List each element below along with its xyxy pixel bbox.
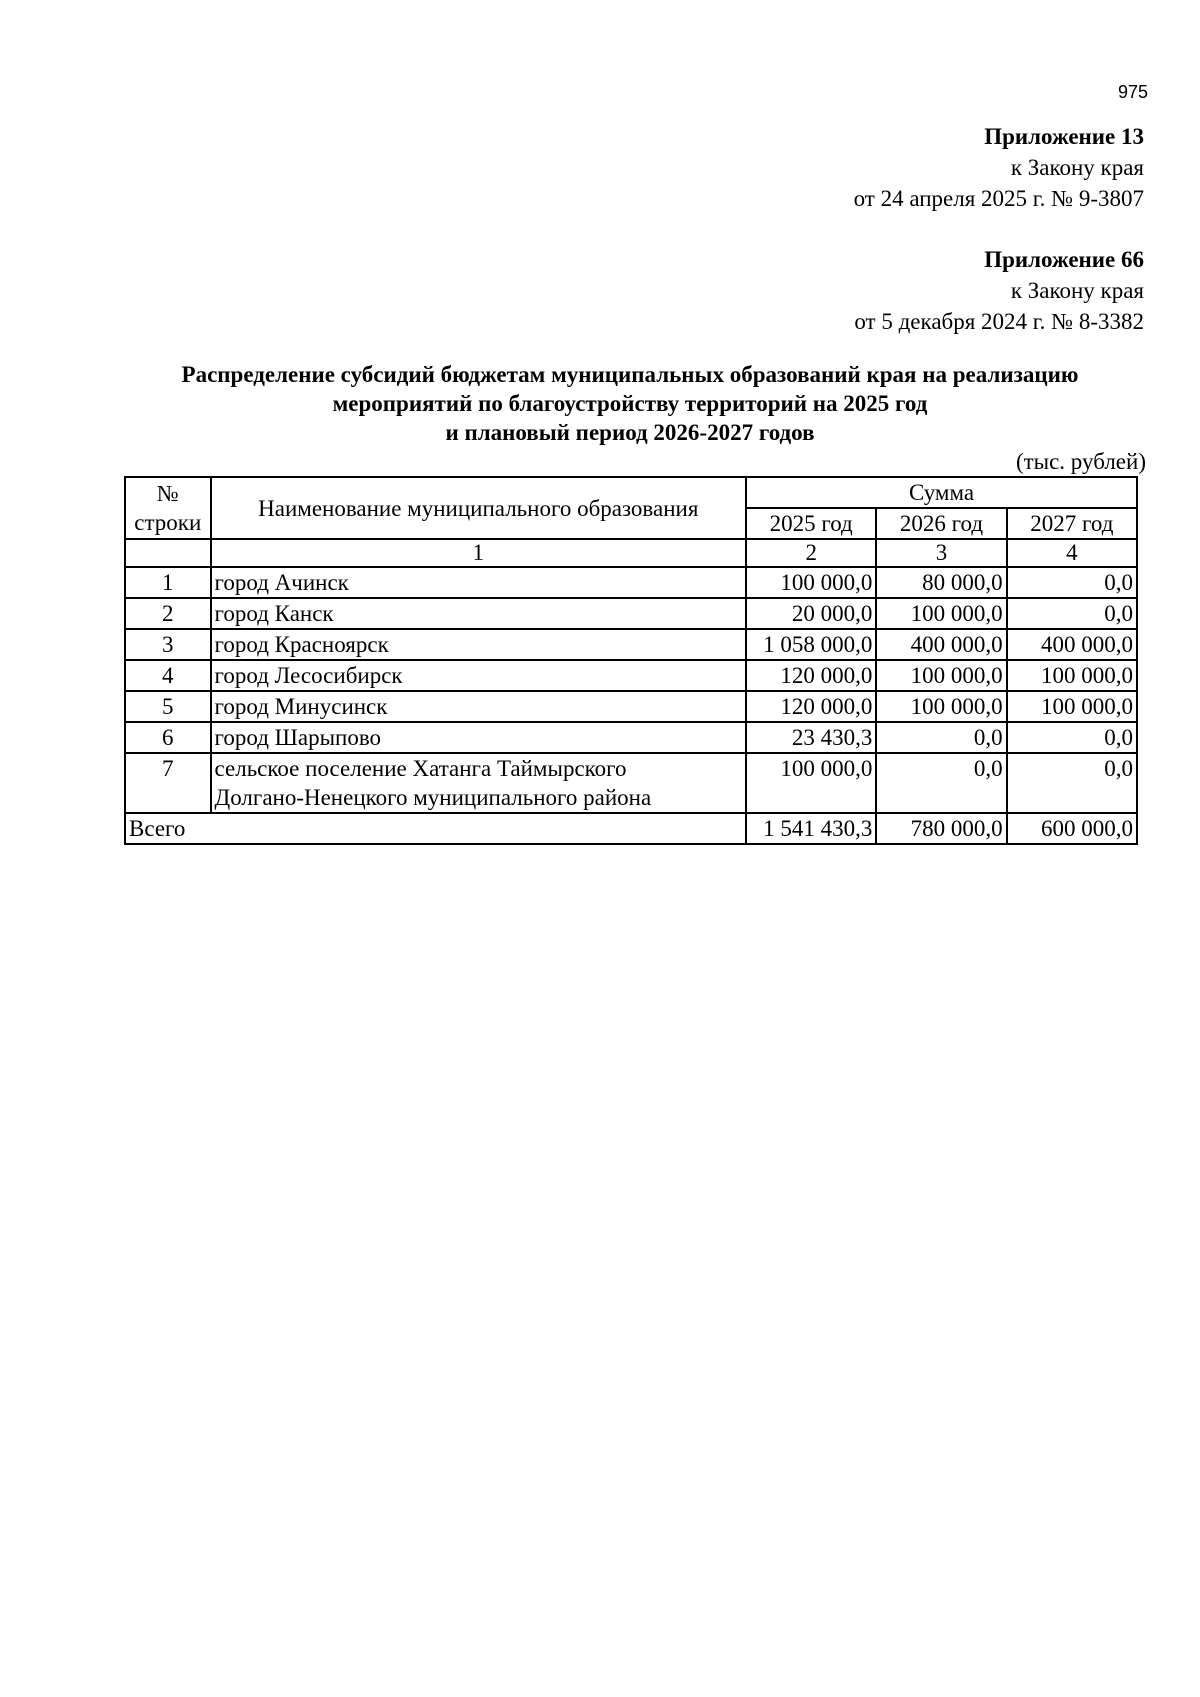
table-row: [125, 598, 1137, 629]
appendix-current-line1: к Закону края: [1010, 155, 1144, 180]
amount-2027: 0,0: [1007, 753, 1137, 813]
appendix-original: [624, 244, 1144, 337]
amount-2027: 0,0: [1007, 567, 1137, 598]
document-title: [124, 360, 1136, 447]
table-row: [125, 722, 1137, 753]
amount-2025: 100 000,0: [746, 567, 876, 598]
header-year-2027: 2027 год: [1007, 508, 1137, 539]
row-number: 2: [125, 598, 211, 629]
header-year-2025: 2025 год: [746, 508, 876, 539]
amount-2026: 80 000,0: [876, 567, 1006, 598]
amount-2025: 1 058 000,0: [746, 629, 876, 660]
row-number: 3: [125, 629, 211, 660]
total-2027: 600 000,0: [1007, 813, 1137, 844]
amount-2027: 400 000,0: [1007, 629, 1137, 660]
total-label: Всего: [125, 813, 746, 844]
column-index-cell: 3: [876, 539, 1006, 567]
page-number: 975: [1117, 82, 1148, 102]
table-row: [125, 629, 1137, 660]
header-row-number-symbol: №: [156, 481, 179, 506]
amount-2026: 400 000,0: [876, 629, 1006, 660]
document-title-line2: мероприятий по благоустройству территорий на 2025 год: [332, 391, 928, 416]
municipality-name: [211, 753, 747, 813]
municipality-name: город Красноярск: [211, 629, 747, 660]
amount-2026: 0,0: [876, 722, 1006, 753]
appendix-original-line2: от 5 декабря 2024 г. № 8-3382: [854, 309, 1144, 334]
municipality-name: город Лесосибирск: [211, 660, 747, 691]
municipality-name-line2: Долгано-Ненецкого муниципального района: [214, 785, 652, 810]
municipality-name: город Шарыпово: [211, 722, 747, 753]
total-2026: 780 000,0: [876, 813, 1006, 844]
table-total-row: [125, 813, 1137, 844]
table-header-row: [125, 477, 1137, 508]
appendix-current-line2: от 24 апреля 2025 г. № 9-3807: [853, 186, 1144, 211]
header-row-number: [125, 477, 211, 539]
column-index-cell: 4: [1007, 539, 1137, 567]
amount-2027: 0,0: [1007, 598, 1137, 629]
amount-2026: 100 000,0: [876, 598, 1006, 629]
table-row: [125, 753, 1137, 813]
document-title-line1: Распределение субсидий бюджетам муниципальных образований края на реализацию: [181, 362, 1079, 387]
header-municipality-name: Наименование муниципального образования: [211, 477, 747, 539]
municipality-name: город Канск: [211, 598, 747, 629]
amount-2025: 23 430,3: [746, 722, 876, 753]
amount-2025: 120 000,0: [746, 660, 876, 691]
subsidy-table: [124, 476, 1138, 845]
column-index-cell: [125, 539, 211, 567]
municipality-name-line1: сельское поселение Хатанга Таймырского: [214, 756, 627, 781]
row-number: 4: [125, 660, 211, 691]
header-row-number-label: строки: [134, 510, 202, 535]
row-number: 1: [125, 567, 211, 598]
table-row: [125, 691, 1137, 722]
amount-2025: 120 000,0: [746, 691, 876, 722]
row-number: 7: [125, 753, 211, 813]
amount-2025: 20 000,0: [746, 598, 876, 629]
appendix-current-heading: Приложение 13: [984, 124, 1144, 149]
document-title-line3: и плановый период 2026-2027 годов: [445, 420, 815, 445]
header-sum: Сумма: [746, 477, 1137, 508]
appendix-original-line1: к Закону края: [1010, 278, 1144, 303]
column-index-cell: 2: [746, 539, 876, 567]
unit-label: (тыс. рублей): [1015, 449, 1146, 474]
total-2025: 1 541 430,3: [746, 813, 876, 844]
municipality-name: город Минусинск: [211, 691, 747, 722]
amount-2025: 100 000,0: [746, 753, 876, 813]
amount-2026: 100 000,0: [876, 660, 1006, 691]
header-year-2026: 2026 год: [876, 508, 1006, 539]
municipality-name: город Ачинск: [211, 567, 747, 598]
amount-2027: 100 000,0: [1007, 691, 1137, 722]
table-row: [125, 660, 1137, 691]
row-number: 5: [125, 691, 211, 722]
table-row: [125, 567, 1137, 598]
row-number: 6: [125, 722, 211, 753]
amount-2026: 100 000,0: [876, 691, 1006, 722]
table-column-index-row: [125, 539, 1137, 567]
appendix-current: [624, 121, 1144, 214]
amount-2027: 100 000,0: [1007, 660, 1137, 691]
amount-2027: 0,0: [1007, 722, 1137, 753]
amount-2026: 0,0: [876, 753, 1006, 813]
column-index-cell: 1: [211, 539, 747, 567]
appendix-original-heading: Приложение 66: [984, 247, 1144, 272]
